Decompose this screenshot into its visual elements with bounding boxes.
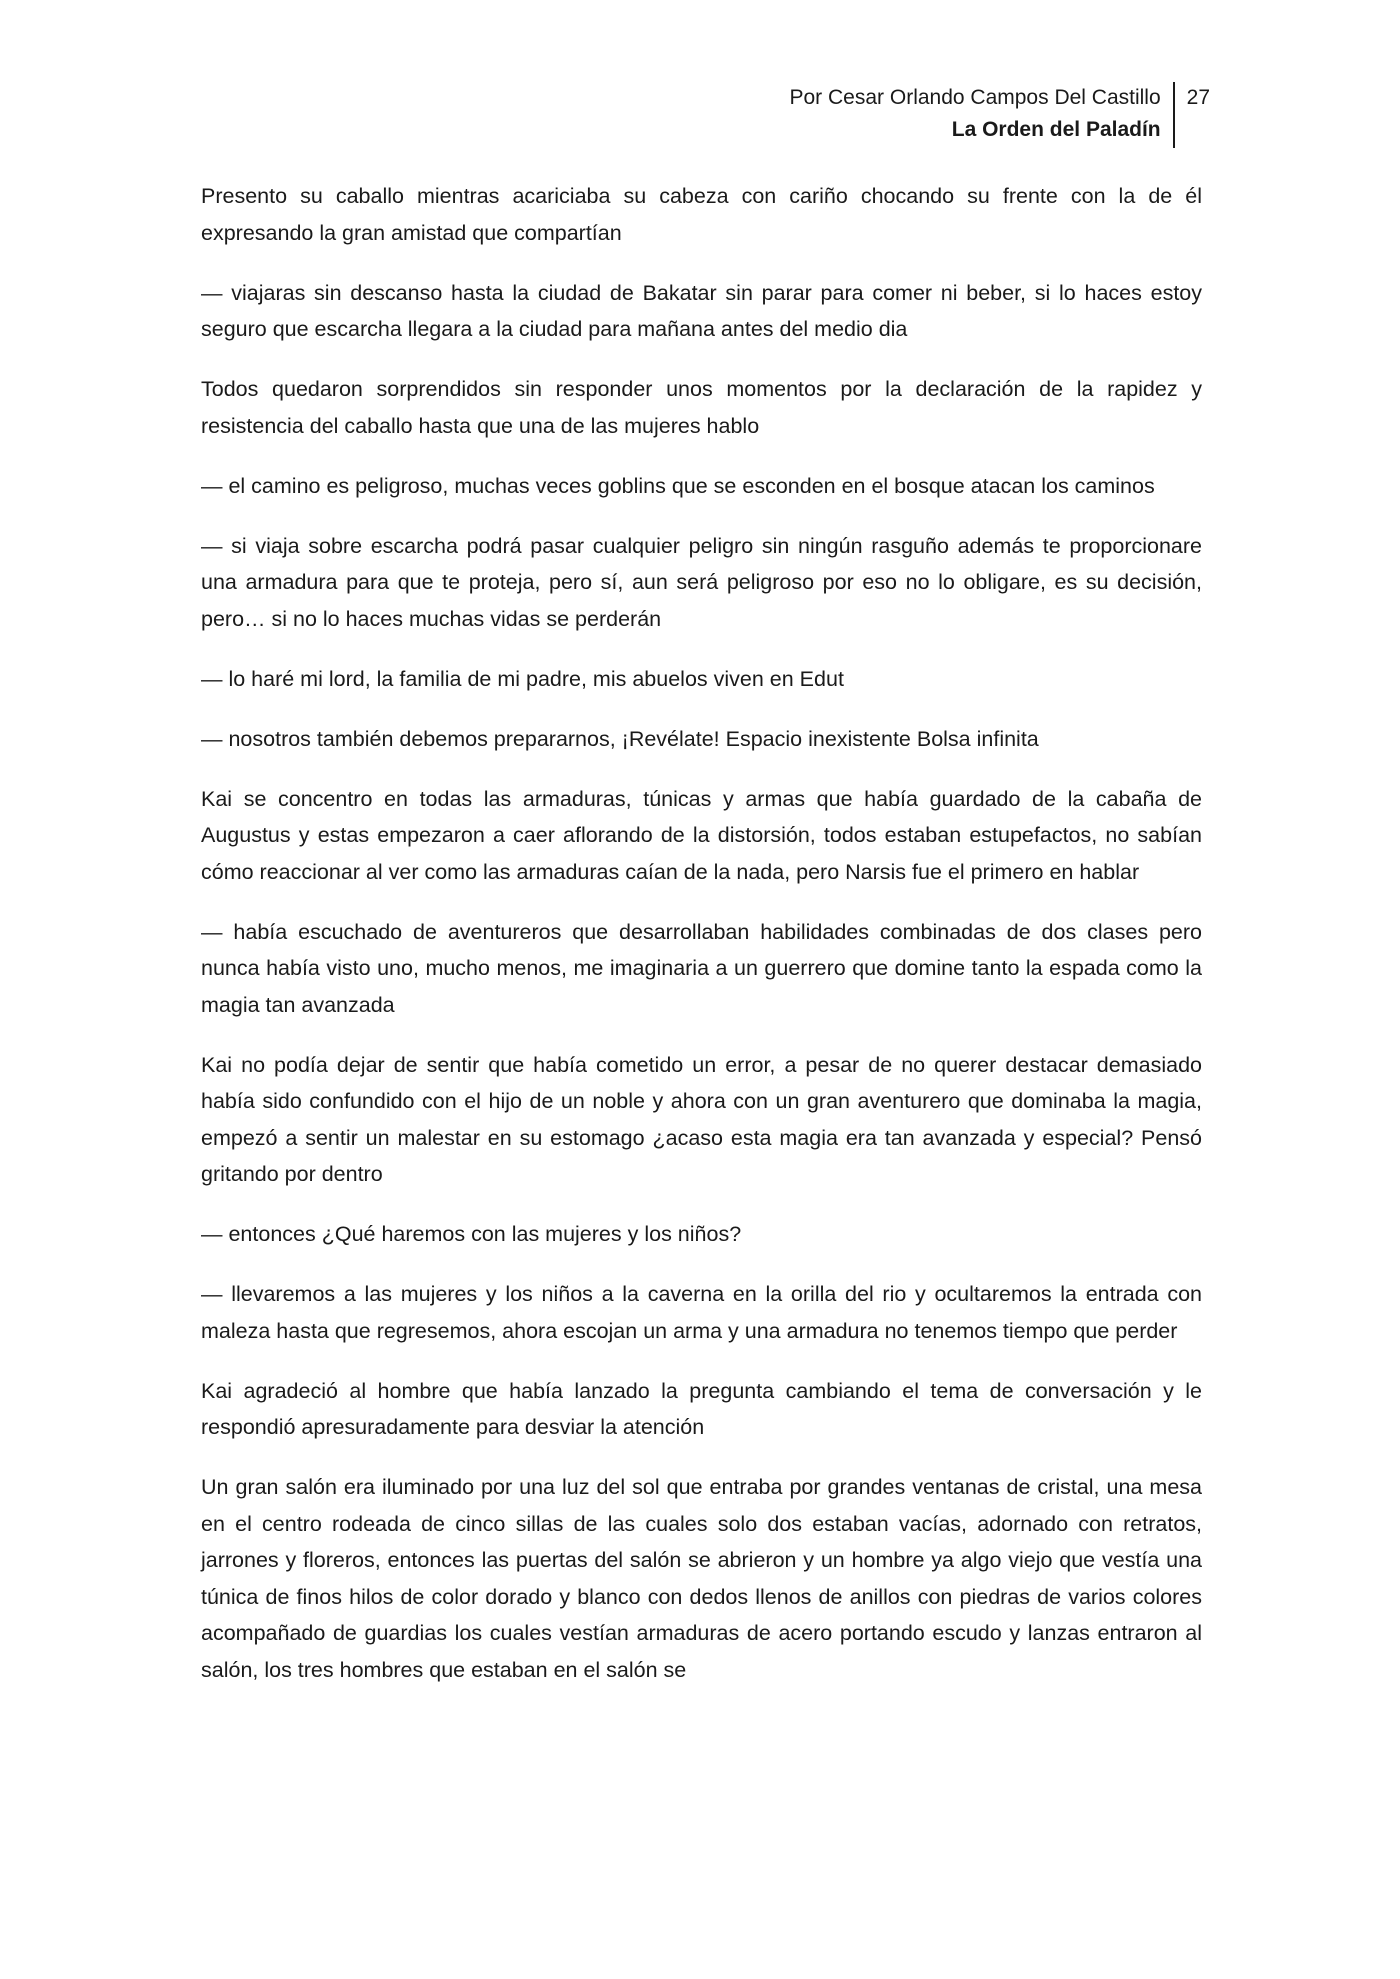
paragraph: — nosotros también debemos prepararnos, ¡Revélate! Espacio inexistente Bolsa infinita	[201, 726, 1039, 751]
paragraph: Kai no podía dejar de sentir que había cometido un error, a pesar de no querer destacar demasiado había sido confundido con el hijo de un noble y ahora con un gran aventurero que dominaba la magia, empezó a sentir un malestar en su estomago ¿acaso esta magia era tan avanzada y especial? Pensó gritando por dentro	[201, 1052, 1202, 1186]
paragraph: Kai agradeció al hombre que había lanzado la pregunta cambiando el tema de conversación y le respondió apresuradamente para desviar la atención	[201, 1378, 1202, 1439]
paragraph: Un gran salón era iluminado por una luz del sol que entraba por grandes ventanas de cristal, una mesa en el centro rodeada de cinco sillas de las cuales solo dos estaban vacías, adornado con retratos, jarrones y floreros, entonces las puertas del salón se abrieron y un hombre ya algo viejo que vestía una túnica de finos hilos de color dorado y blanco con dedos llenos de anillos con piedras de varios colores acompañado de guardias los cuales vestían armaduras de acero portando escudo y lanzas entraron al salón, los tres hombres que estaban en el salón se	[201, 1475, 1202, 1682]
page-header	[790, 82, 1211, 148]
paragraph: — entonces ¿Qué haremos con las mujeres y los niños?	[201, 1222, 742, 1246]
header-author: Por Cesar Orlando Campos Del Castillo	[789, 86, 1161, 109]
paragraph: — si viaja sobre escarcha podrá pasar cualquier peligro sin ningún rasguño además te proporcionare una armadura para que te proteja, pero sí, aun será peligroso por eso no lo obligare, es su decisión, pero… si no lo haces muchas vidas se perderán	[201, 533, 1202, 631]
header-title: La Orden del Paladín	[951, 118, 1161, 141]
page-body	[201, 178, 1202, 1712]
paragraph: — viajaras sin descanso hasta la ciudad de Bakatar sin parar para comer ni beber, si lo haces estoy seguro que escarcha llegara a la ciudad para mañana antes del medio dia	[201, 280, 1202, 341]
paragraph: Todos quedaron sorprendidos sin responder unos momentos por la declaración de la rapidez y resistencia del caballo hasta que una de las mujeres hablo	[201, 377, 1202, 438]
header-text	[790, 82, 1173, 146]
paragraph: — el camino es peligroso, muchas veces goblins que se esconden en el bosque atacan los caminos	[201, 473, 1155, 498]
paragraph: — llevaremos a las mujeres y los niños a la caverna en la orilla del rio y ocultaremos la entrada con maleza hasta que regresemos, ahora escojan un arma y una armadura no tenemos tiempo que perder	[201, 1282, 1202, 1343]
paragraph: — lo haré mi lord, la familia de mi padre, mis abuelos viven en Edut	[201, 666, 844, 691]
page-number: 27	[1186, 86, 1210, 109]
paragraph: Kai se concentro en todas las armaduras, túnicas y armas que había guardado de la cabaña de Augustus y estas empezaron a caer aflorando de la distorsión, todos estaban estupefactos, no sabían cómo reaccionar al ver como las armaduras caían de la nada, pero Narsis fue el primero en hablar	[201, 786, 1202, 884]
paragraph: Presento su caballo mientras acariciaba su cabeza con cariño chocando su frente con la de él expresando la gran amistad que compartían	[201, 184, 1202, 245]
paragraph: — había escuchado de aventureros que desarrollaban habilidades combinadas de dos clases pero nunca había visto uno, mucho menos, me imaginaria a un guerrero que domine tanto la espada como la magia tan avanzada	[201, 919, 1202, 1017]
